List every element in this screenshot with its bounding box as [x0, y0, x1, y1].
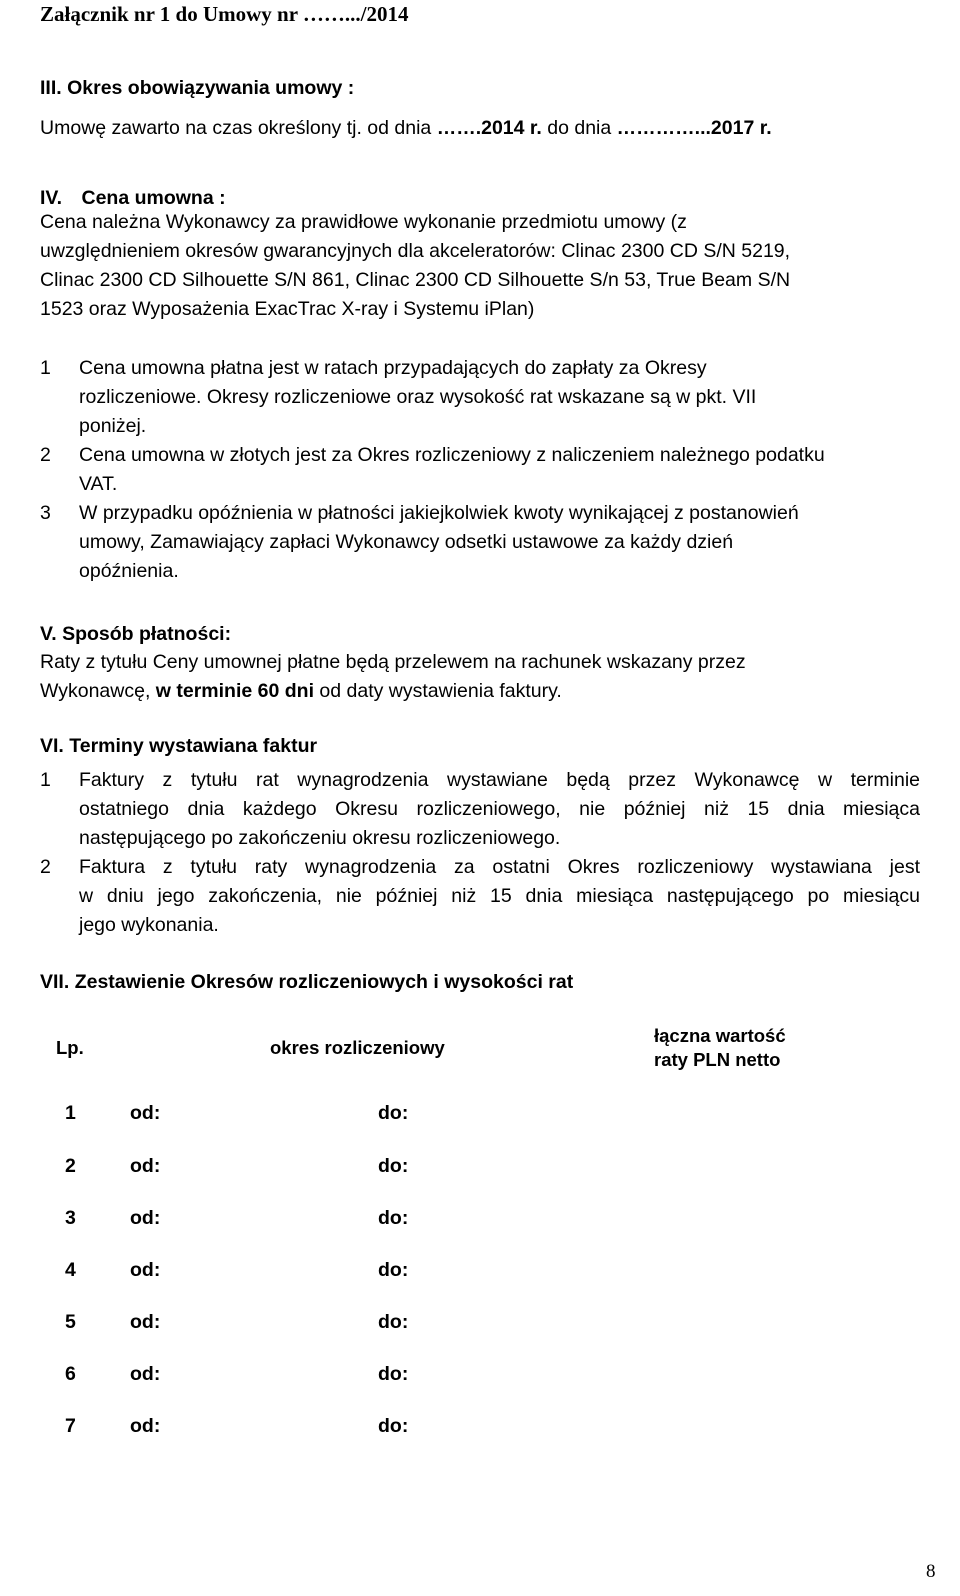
payment-text-a: Wykonawcę, — [40, 680, 156, 702]
item-line: w dniu jego zakończenia, nie później niż 15 dnia miesiąca następującego po miesiącu — [79, 885, 920, 907]
table-row — [0, 1101, 960, 1125]
table-row — [0, 1206, 960, 1230]
section-v-number: V. — [40, 623, 57, 645]
item-line: umowy, Zamawiający zapłaci Wykonawcy odsetki ustawowe za każdy dzień — [79, 531, 734, 553]
intro-line: 1523 oraz Wyposażenia ExacTrac X-ray i Systemu iPlan) — [40, 298, 535, 320]
row-od: od: — [130, 1363, 161, 1385]
row-do: do: — [378, 1311, 409, 1333]
col-header-value-line2: raty PLN netto — [654, 1049, 781, 1070]
section-iv-title: Cena umowna : — [81, 187, 226, 209]
row-lp: 7 — [65, 1415, 76, 1437]
row-do: do: — [378, 1155, 409, 1177]
row-do: do: — [378, 1415, 409, 1437]
row-od: od: — [130, 1155, 161, 1177]
row-do: do: — [378, 1207, 409, 1229]
intro-line: Cena należna Wykonawcy za prawidłowe wykonanie przedmiotu umowy (z — [40, 211, 687, 233]
row-do: do: — [378, 1259, 409, 1281]
table-row — [0, 1258, 960, 1282]
section-vi-number: VI. — [40, 735, 64, 757]
payment-text-c: od daty wystawienia faktury. — [314, 680, 562, 702]
col-header-value-line1: łączna wartość — [654, 1025, 786, 1046]
col-header-value — [654, 1024, 786, 1072]
row-lp: 2 — [65, 1155, 76, 1177]
row-do: do: — [378, 1102, 409, 1124]
section-iv-intro — [40, 208, 790, 324]
payment-line — [40, 677, 746, 706]
intro-line: uwzględnieniem okresów gwarancyjnych dla akceleratorów: Clinac 2300 CD S/N 5219, — [40, 240, 791, 262]
row-od: od: — [130, 1415, 161, 1437]
item-line: Faktury z tytułu rat wynagrodzenia wystawiane będą przez Wykonawcę w terminie — [79, 769, 920, 791]
item-line: następującego po zakończeniu okresu rozliczeniowego. — [79, 827, 561, 849]
row-lp: 6 — [65, 1363, 76, 1385]
item-line: opóźnienia. — [79, 560, 179, 582]
payment-deadline: w terminie 60 dni — [155, 680, 314, 702]
section-vii-number: VII. — [40, 971, 70, 993]
item-line: Cena umowna płatna jest w ratach przypadających do zapłaty za Okresy — [79, 357, 707, 379]
item-line: VAT. — [79, 473, 118, 495]
row-do: do: — [378, 1363, 409, 1385]
row-od: od: — [130, 1311, 161, 1333]
row-lp: 1 — [65, 1102, 76, 1124]
section-iv-item-1 — [40, 354, 756, 441]
section-iii-text — [40, 116, 772, 140]
item-line: Cena umowna w złotych jest za Okres rozliczeniowy z naliczeniem należnego podatku — [79, 444, 825, 466]
item-number: 1 — [40, 357, 51, 379]
row-od: od: — [130, 1207, 161, 1229]
row-od: od: — [130, 1259, 161, 1281]
row-lp: 4 — [65, 1259, 76, 1281]
start-date: …….2014 r. — [436, 117, 542, 139]
section-vi-item-2 — [40, 853, 920, 940]
item-line: rozliczeniowe. Okresy rozliczeniowe oraz wysokość rat wskazane są w pkt. VII — [79, 386, 757, 408]
section-vii-heading — [40, 970, 573, 994]
item-line: jego wykonania. — [79, 914, 219, 936]
end-date: …………...2017 r. — [616, 117, 772, 139]
col-header-lp: Lp. — [56, 1037, 84, 1058]
item-line: Faktura z tytułu raty wynagrodzenia za ostatni Okres rozliczeniowy wystawiana jest — [79, 856, 920, 878]
row-lp: 5 — [65, 1311, 76, 1333]
page-number: 8 — [926, 1561, 936, 1582]
section-iv-item-3 — [40, 499, 799, 586]
item-number: 3 — [40, 502, 51, 524]
section-vii-title: Zestawienie Okresów rozliczeniowych i wysokości rat — [74, 971, 574, 993]
table-row — [0, 1362, 960, 1386]
section-iv-number: IV. — [40, 187, 63, 209]
row-od: od: — [130, 1102, 161, 1124]
section-vi-title: Terminy wystawiana faktur — [69, 735, 318, 757]
item-number: 2 — [40, 444, 51, 466]
section-iii-title: III. Okres obowiązywania umowy : — [40, 77, 355, 99]
table-row — [0, 1154, 960, 1178]
contract-term-text: Umowę zawarto na czas określony tj. od dnia — [40, 117, 437, 139]
table-row — [0, 1310, 960, 1334]
intro-line: Clinac 2300 CD Silhouette S/N 861, Clinac 2300 CD Silhouette S/n 53, True Beam S/N — [40, 269, 791, 291]
col-header-period: okres rozliczeniowy — [270, 1037, 445, 1058]
document-header: Załącznik nr 1 do Umowy nr …….../2014 — [40, 2, 409, 26]
section-vi-heading — [40, 734, 317, 758]
payment-line: Raty z tytułu Ceny umownej płatne będą przelewem na rachunek wskazany przez — [40, 651, 746, 673]
table-row — [0, 1414, 960, 1438]
section-iv-heading — [40, 186, 226, 210]
section-v-text — [40, 648, 746, 706]
item-number: 2 — [40, 856, 51, 878]
contract-term-mid: do dnia — [541, 117, 617, 139]
section-v-title: Sposób płatności: — [62, 623, 232, 645]
item-number: 1 — [40, 769, 51, 791]
section-vi-item-1 — [40, 766, 920, 853]
item-line: ostatniego dnia każdego Okresu rozliczeniowego, nie później niż 15 dnia miesiąca — [79, 798, 920, 820]
item-line: W przypadku opóźnienia w płatności jakiejkolwiek kwoty wynikającej z postanowień — [79, 502, 799, 524]
item-line: poniżej. — [79, 415, 147, 437]
row-lp: 3 — [65, 1207, 76, 1229]
section-iv-item-2 — [40, 441, 825, 499]
section-v-heading — [40, 622, 231, 646]
